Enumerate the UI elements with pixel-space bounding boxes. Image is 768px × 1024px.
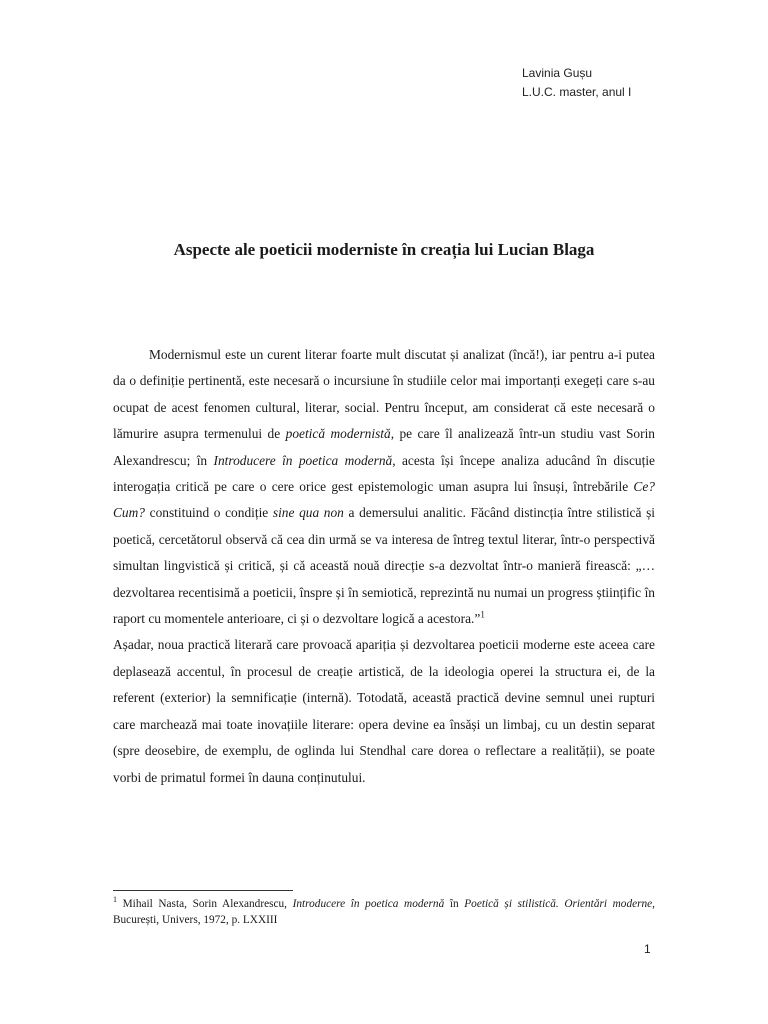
- footnote-text-3: , București, Univers, 1972, p. LXXIII: [113, 898, 655, 926]
- paragraph-1: [113, 342, 655, 632]
- footnote-text-1: Mihail Nasta, Sorin Alexandrescu,: [117, 898, 293, 910]
- footnote-text-2: în: [444, 898, 465, 910]
- paragraph-1-text-2: , pe care îl analizează într-un studiu vast Sorin Alexandrescu; în: [113, 426, 655, 468]
- paragraph-1-text-3: , acesta își începe analiza aducând în discuție interogația critică pe care o cere orice gest epistemologic uman asupra lui însuși, întrebările: [113, 452, 656, 495]
- paragraph-1-italic-2: Introducere în poetica modernă: [213, 452, 393, 468]
- footnote-italic-2: Poetică și stilistică. Orientări moderne: [464, 898, 653, 910]
- paragraph-1-text-4: constituind o condiție: [145, 505, 273, 521]
- footnote-divider: [113, 890, 293, 891]
- author-name: Lavinia Gușu: [522, 66, 593, 80]
- footnote: [113, 896, 655, 928]
- author-affiliation: L.U.C. master, anul I: [522, 85, 632, 99]
- page-number: 1: [644, 942, 651, 956]
- footnote-reference[interactable]: 1: [480, 609, 485, 620]
- footnote-mark: 1: [113, 895, 117, 905]
- document-title: Aspecte ale poeticii moderniste în creația lui Lucian Blaga: [173, 240, 595, 259]
- paragraph-1-italic-1: poetică modernistă: [285, 426, 391, 442]
- paragraph-1-italic-4: sine qua non: [272, 505, 344, 521]
- paragraph-1-text-5: a demersului analitic. Făcând distincția între stilistică și poetică, cercetătorul observă că cea din urmă se va interesa de întreg textul literar, într-o perspectivă simultan lingvistică și critică, și că această nouă direcție s-a dezvoltat într-o manieră firească: „…dezvoltarea recentisimă a poeticii, înspre și în semiotică, reprezintă nu numai un progress științific în raport cu momentele anterioare, ci și o dezvoltare logică a acestora.”: [113, 505, 656, 627]
- author-block: [522, 64, 631, 102]
- paragraph-1-italic-3: Ce? Cum?: [113, 479, 655, 521]
- body-text: [113, 342, 655, 791]
- paragraph-1-text-1: Modernismul este un curent literar foarte mult discutat și analizat (încă!), iar pentru a-i putea da o definiție pertinentă, este necesară o incursiune în studiile celor mai importanți exegeți care s-au ocupat de acest fenomen cultural, literar, social. Pentru început, am considerat că este necesară o lămurire asupra termenului de: [113, 347, 655, 442]
- paragraph-2: Așadar, noua practică literară care provoacă apariția și dezvoltarea poeticii moderne este aceea care deplasează accentul, în procesul de creație artistică, de la ideologia operei la structura ei, de la referent (exterior) la semnificație (internă). Totodată, această practică devine semnul unei rupturi care marchează mai toate inovațiile literare: opera devine ea însăși un limbaj, cu un destin separat (spre deosebire, de exemplu, de oglinda lui Stendhal care dorea o reflectare a realității), se poate vorbi de primatul formei în dauna conținutului.: [113, 637, 655, 785]
- footnote-italic-1: Introducere în poetica modernă: [292, 898, 445, 910]
